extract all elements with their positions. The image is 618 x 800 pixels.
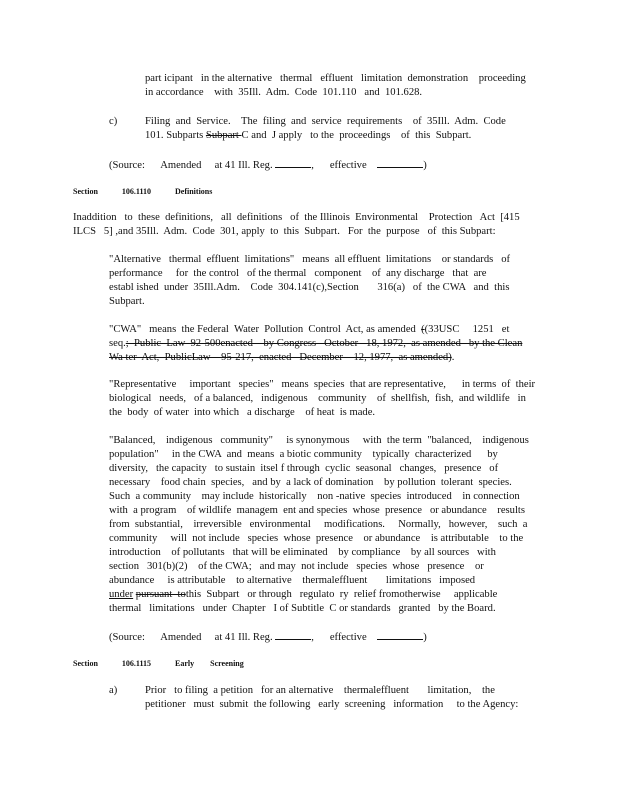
text-line: Filing and Service. The filing and service requirements of 35Ill. Adm. Code: [145, 116, 506, 127]
text-line: seq.; Public Law 92-500enacted by Congress October 18, 1972, as amended by the Clean: [109, 338, 523, 349]
source-note: (Source: Amended at 41 Ill. Reg. , effective ): [109, 156, 427, 173]
text-line: ILCS 5] ,and 35Ill. Adm. Code 301, apply to this Subpart. For the purpose of this Subpart:: [73, 226, 496, 237]
blank-line: [275, 156, 311, 168]
filing-service-paragraph: [145, 115, 533, 143]
definition-balanced-community: [109, 434, 539, 616]
item-marker-a: a): [109, 685, 118, 696]
text-line: Subpart.: [109, 296, 145, 307]
text-line: population" in the CWA and means a biotic community typically characterized by: [109, 449, 498, 460]
text-line: "Representative important species" means species that are representative, in terms of their: [109, 379, 536, 390]
participant-paragraph: [145, 72, 533, 100]
deleted-text: Wa ter Act, PublicLaw 95-217, enacted December 12, 1977, as amended): [109, 352, 452, 363]
text-line: necessary food chain species, and by a lack of domination by pollution tolerant species.: [109, 477, 512, 488]
text-line: Inaddition to these definitions, all definitions of the Illinois Environmental Protection Act [415: [73, 212, 520, 223]
deleted-text: (: [421, 324, 425, 335]
text-line: Prior to filing a petition for an alternative thermaleffluent limitation, the: [145, 685, 495, 696]
text-line: in accordance with 35Ill. Adm. Code 101.110 and 101.628.: [145, 87, 423, 98]
section-heading: Section 106.1115 Early Screening: [73, 659, 244, 668]
definition-cwa: [109, 323, 539, 365]
text-line: community will not include species whose presence or abundance is attributable to the: [109, 533, 524, 544]
text-line: diversity, the capacity to sustain itsel f through cyclic seasonal changes, presence of: [109, 463, 499, 474]
early-screening-paragraph: [145, 684, 525, 712]
deleted-text: pursuant to: [135, 589, 186, 600]
section-title: Definitions: [175, 187, 213, 196]
text-line: petitioner must submit the following early screening information to the Agency:: [145, 699, 519, 710]
definition-alternative-thermal: [109, 253, 539, 309]
deleted-text: ; Public Law 92-500enacted by Congress October 18, 1972, as amended by the Clean: [125, 338, 523, 349]
text-line: "Balanced, indigenous community" is synonymous with the term "balanced, indigenous: [109, 435, 529, 446]
text-line: under pursuant tothis Subpart or through regulato ry relief fromotherwise applicable: [109, 589, 498, 600]
text-line: with a program of wildlife managem ent and species whose presence or abundance results: [109, 505, 525, 516]
text-line: part icipant in the alternative thermal effluent limitation demonstration proceeding: [145, 73, 526, 84]
text-line: Wa ter Act, PublicLaw 95-217, enacted December 12, 1977, as amended).: [109, 352, 455, 363]
section-heading: Section 106.1110 Definitions: [73, 187, 213, 196]
deleted-text: Subpart: [205, 130, 242, 141]
definition-representative-species: [109, 378, 539, 420]
blank-line: [377, 156, 423, 168]
blank-line: [275, 628, 311, 640]
text-line: the body of water into which a discharge of heat is made.: [109, 407, 376, 418]
text-line: from substantial, irreversible environmental modifications. Normally, however, such a: [109, 519, 528, 530]
text-line: "CWA" means the Federal Water Pollution Control Act, as amended ((33USC 1251 et: [109, 324, 510, 335]
text-line: thermal limitations under Chapter I of Subtitle C or standards granted by the Board.: [109, 603, 496, 614]
text-line: introduction of pollutants that will be eliminated by compliance by all sources with: [109, 547, 496, 558]
text-line: performance for the control of the thermal component of any discharge that are: [109, 268, 487, 279]
source-note: (Source: Amended at 41 Ill. Reg. , effective ): [109, 628, 427, 645]
item-marker-c: c): [109, 116, 118, 127]
text-line: biological needs, of a balanced, indigenous community of shellfish, fish, and wildlife in: [109, 393, 526, 404]
text-line: Such a community may include historically non -native species introduced in connection: [109, 491, 520, 502]
section-title: Screening: [210, 659, 244, 668]
text-line: "Alternative thermal effluent limitations" means all effluent limitations or standards of: [109, 254, 511, 265]
text-line: establ ished under 35Ill.Adm. Code 304.141(c),Section 316(a) of the CWA and this: [109, 282, 510, 293]
text-line: abundance is attributable to alternative thermaleffluent limitations imposed: [109, 575, 476, 586]
inserted-text: under: [109, 589, 134, 600]
blank-line: [377, 628, 423, 640]
text-line: 101. Subparts Subpart C and J apply to the proceedings of this Subpart.: [145, 130, 472, 141]
definitions-intro: [73, 211, 539, 239]
section-title: Early: [175, 659, 195, 668]
text-line: section 301(b)(2) of the CWA; and may not include species whose presence or: [109, 561, 484, 572]
